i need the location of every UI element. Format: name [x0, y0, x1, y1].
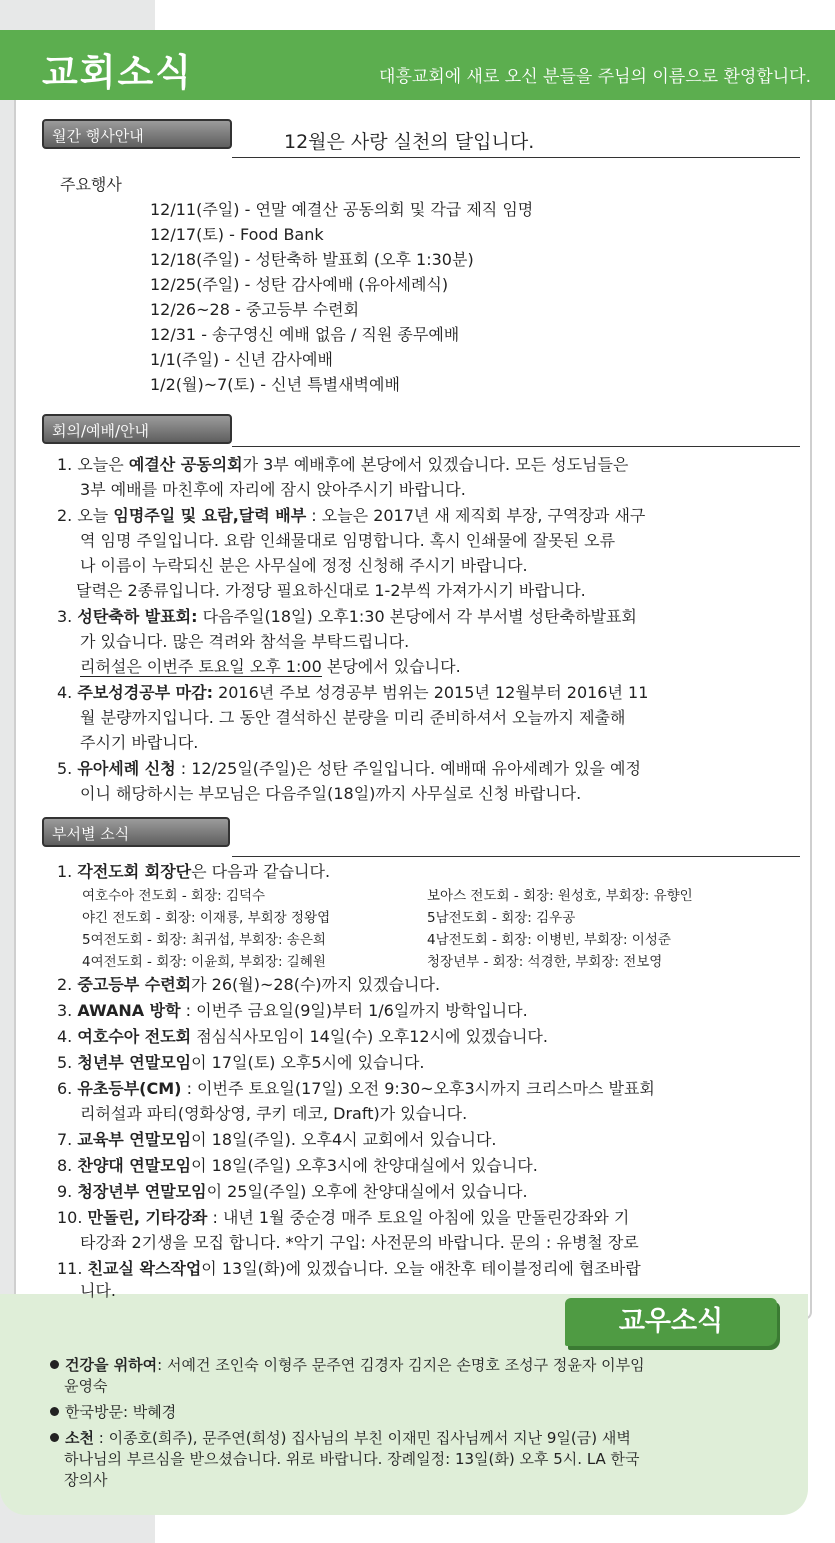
text: 10. — [57, 1208, 88, 1227]
meeting-item-2-cont: 역 임명 주일입니다. 요람 인쇄물대로 임명합니다. 혹시 인쇄물에 잘못된 오류 — [80, 531, 616, 550]
text: 가 26(월)~28(수)까지 있겠습니다. — [191, 975, 441, 994]
text: : 이번주 금요일(9일)부터 1/6일까지 방학입니다. — [180, 1001, 528, 1020]
dept-item-5 — [57, 1053, 425, 1073]
section-rule — [232, 856, 800, 857]
text: 2. — [57, 975, 78, 994]
highlight: 여호수아 전도회 — [77, 1027, 192, 1046]
meeting-item-5-cont: 이니 해당하시는 부모님은 다음주일(18일)까지 사무실로 신청 바랍니다. — [80, 784, 582, 803]
page-title: 교회소식 — [42, 51, 193, 94]
text: : 12/25일(주일)은 성탄 주일입니다. 예배때 유아세례가 있을 예정 — [175, 759, 641, 778]
dept-item-11-cont: 니다. — [80, 1281, 116, 1300]
highlight: 중고등부 수련회 — [77, 975, 192, 994]
highlight: 친교실 왁스작업 — [87, 1259, 202, 1278]
meeting-item-1-cont: 3부 예배를 마친후에 자리에 잠시 앉아주시기 바랍니다. — [80, 480, 466, 499]
meeting-item-2-cont: 나 이름이 누락되신 분은 사무실에 정정 신청해 주시기 바랍니다. — [80, 556, 528, 575]
bullet-icon — [50, 1360, 59, 1369]
text: 3. — [57, 1001, 78, 1020]
text: 7. — [57, 1130, 78, 1149]
officer-entry: 야긴 전도회 - 회장: 이재룡, 부회장 정왕엽 — [82, 910, 331, 926]
monthly-headline: 12월은 사랑 실천의 달입니다. — [284, 131, 535, 153]
text: 3. — [57, 607, 78, 626]
event-item: 12/25(주일) - 성탄 감사예배 (유아세례식) — [150, 275, 449, 294]
section-rule — [232, 157, 800, 158]
highlight: 만돌린, 기타강좌 — [87, 1208, 208, 1227]
text: 한국방문: 박혜경 — [65, 1403, 177, 1421]
dept-item-9 — [57, 1182, 528, 1202]
section-rule — [232, 446, 800, 447]
meeting-item-1 — [57, 455, 628, 475]
text: : 오늘은 2017년 새 제직회 부장, 구역장과 새구 — [306, 506, 646, 525]
meeting-item-3 — [57, 607, 637, 627]
meeting-item-3-rehearsal — [80, 657, 461, 677]
underlined-text: 리허설은 이번주 토요일 오후 1:00 — [80, 657, 322, 676]
text: 2016년 주보 성경공부 범위는 2015년 12월부터 2016년 11 — [212, 683, 649, 702]
text: 이 25일(주일) 오후에 찬양대실에서 있습니다. — [206, 1182, 528, 1201]
highlight: AWANA 방학 — [77, 1001, 181, 1020]
dept-item-1 — [57, 862, 330, 882]
text: 1. — [57, 862, 78, 881]
officer-entry: 4여전도회 - 회장: 이윤희, 부회장: 길혜원 — [82, 954, 326, 970]
text: 4. — [57, 683, 78, 702]
highlight: 교육부 연말모임 — [77, 1130, 192, 1149]
dept-item-10 — [57, 1208, 629, 1228]
section-tag-dept: 부서별 소식 — [42, 817, 230, 847]
text: 1. 오늘은 — [57, 455, 129, 474]
highlight: 성탄축하 발표회: — [77, 607, 198, 626]
meeting-item-4-cont: 주시기 바랍니다. — [80, 733, 199, 752]
highlight: 유초등부(CM) — [77, 1079, 182, 1098]
text: 이 18일(주일). 오후4시 교회에서 있습니다. — [191, 1130, 497, 1149]
dept-item-6 — [57, 1079, 655, 1099]
section-tag-monthly: 월간 행사안내 — [42, 119, 232, 149]
text: 6. — [57, 1079, 78, 1098]
text: 5. — [57, 759, 78, 778]
header-bar — [0, 30, 835, 100]
event-item: 1/1(주일) - 신년 감사예배 — [150, 350, 333, 369]
alumni-item-passing-cont: 장의사 — [64, 1471, 108, 1489]
text: 이 18일(주일) 오후3시에 찬양대실에서 있습니다. — [191, 1156, 538, 1175]
alumni-item-health — [50, 1355, 645, 1376]
event-item: 12/18(주일) - 성탄축하 발표회 (오후 1:30분) — [150, 250, 474, 269]
text: 이 13일(화)에 있겠습니다. 오늘 애찬후 테이블정리에 협조바랍 — [201, 1259, 641, 1278]
dept-item-3 — [57, 1001, 528, 1021]
text: 이 17일(토) 오후5시에 있습니다. — [191, 1053, 425, 1072]
event-item: 12/17(토) - Food Bank — [150, 225, 324, 244]
highlight: 유아세례 신청 — [77, 759, 176, 778]
text: 본당에서 있습니다. — [321, 657, 461, 676]
meeting-item-2-cont: 달력은 2종류입니다. 가정당 필요하신대로 1-2부씩 가져가시기 바랍니다. — [76, 581, 586, 600]
dept-item-11 — [57, 1259, 641, 1279]
meeting-item-4-cont: 월 분량까지입니다. 그 동안 결석하신 분량을 미리 준비하셔서 오늘까지 제출해 — [80, 708, 626, 727]
meeting-item-5 — [57, 759, 641, 779]
highlight: 예결산 공동의회 — [128, 455, 243, 474]
event-item: 12/31 - 송구영신 예배 없음 / 직원 종무예배 — [150, 325, 460, 344]
text: 점심식사모임이 14일(수) 오후12시에 있겠습니다. — [191, 1027, 548, 1046]
officer-entry: 4남전도회 - 회장: 이병빈, 부회장: 이성준 — [427, 932, 671, 948]
alumni-item-passing-cont: 하나님의 부르심을 받으셨습니다. 위로 바랍니다. 장례일정: 13일(화) 오후 5시. LA 한국 — [64, 1450, 640, 1468]
officer-entry: 여호수아 전도회 - 회장: 김덕수 — [82, 888, 266, 904]
highlight: 각전도회 회장단 — [77, 862, 192, 881]
bullet-icon — [50, 1407, 59, 1416]
highlight: 청년부 연말모임 — [77, 1053, 192, 1072]
events-label: 주요행사 — [60, 175, 122, 194]
highlight: 찬양대 연말모임 — [77, 1156, 192, 1175]
event-item: 12/26~28 - 중고등부 수련회 — [150, 300, 360, 319]
highlight: 소천 — [65, 1429, 94, 1447]
alumni-news-badge: 교우소식 — [565, 1298, 777, 1346]
dept-item-2 — [57, 975, 440, 995]
highlight: 건강을 위하여 — [65, 1356, 158, 1374]
highlight: 청장년부 연말모임 — [77, 1182, 207, 1201]
text: : 이번주 토요일(17일) 오전 9:30~오후3시까지 크리스마스 발표회 — [181, 1079, 655, 1098]
meeting-item-3-cont: 가 있습니다. 많은 격려와 참석을 부탁드립니다. — [80, 632, 410, 651]
text: 8. — [57, 1156, 78, 1175]
highlight: 임명주일 및 요람,달력 배부 — [113, 506, 307, 525]
officer-entry: 5남전도회 - 회장: 김우공 — [427, 910, 576, 926]
text: : 이종호(희주), 문주연(희성) 집사님의 부친 이재민 집사님께서 지난 9일(금) 새벽 — [93, 1429, 631, 1447]
text: : 내년 1월 중순경 매주 토요일 아침에 있을 만돌린강좌와 기 — [207, 1208, 630, 1227]
alumni-item-passing — [50, 1428, 631, 1449]
dept-item-8 — [57, 1156, 538, 1176]
text: 가 3부 예배후에 본당에서 있겠습니다. 모든 성도님들은 — [242, 455, 629, 474]
text: 9. — [57, 1182, 78, 1201]
text: 4. — [57, 1027, 78, 1046]
highlight: 주보성경공부 마감: — [77, 683, 213, 702]
officer-entry: 청장년부 - 회장: 석경한, 부회장: 전보영 — [427, 954, 663, 970]
dept-item-6-cont: 리허설과 파티(영화상영, 쿠키 데코, Draft)가 있습니다. — [80, 1104, 468, 1123]
alumni-item-visit — [50, 1402, 176, 1423]
officer-entry: 보아스 전도회 - 회장: 원성호, 부회장: 유향인 — [427, 888, 693, 904]
text: 2. 오늘 — [57, 506, 114, 525]
meeting-item-2 — [57, 506, 645, 526]
text: 5. — [57, 1053, 78, 1072]
meeting-item-4 — [57, 683, 648, 703]
bulletin-page — [0, 30, 835, 1515]
event-item: 12/11(주일) - 연말 예결산 공동의회 및 각급 제직 임명 — [150, 200, 534, 219]
dept-item-4 — [57, 1027, 548, 1047]
text: 다음주일(18일) 오후1:30 본당에서 각 부서별 성탄축하발표회 — [197, 607, 637, 626]
dept-item-7 — [57, 1130, 497, 1150]
officer-entry: 5여전도회 - 회장: 최귀섭, 부회장: 송은희 — [82, 932, 326, 948]
section-tag-meeting: 회의/예배/안내 — [42, 414, 232, 444]
event-item: 1/2(월)~7(토) - 신년 특별새벽예배 — [150, 375, 400, 394]
bullet-icon — [50, 1433, 59, 1442]
text: 은 다음과 같습니다. — [191, 862, 331, 881]
text: 11. — [57, 1259, 88, 1278]
text: : 서예건 조인숙 이형주 문주연 김경자 김지은 손명호 조성구 정윤자 이부임 — [157, 1356, 645, 1374]
dept-item-10-cont: 타강좌 2기생을 모집 합니다. *악기 구입: 사전문의 바랍니다. 문의 : 유병철 장로 — [80, 1233, 639, 1252]
page-subtitle: 대흥교회에 새로 오신 분들을 주님의 이름으로 환영합니다. — [379, 67, 811, 87]
alumni-item-health-cont: 윤영숙 — [64, 1377, 108, 1395]
